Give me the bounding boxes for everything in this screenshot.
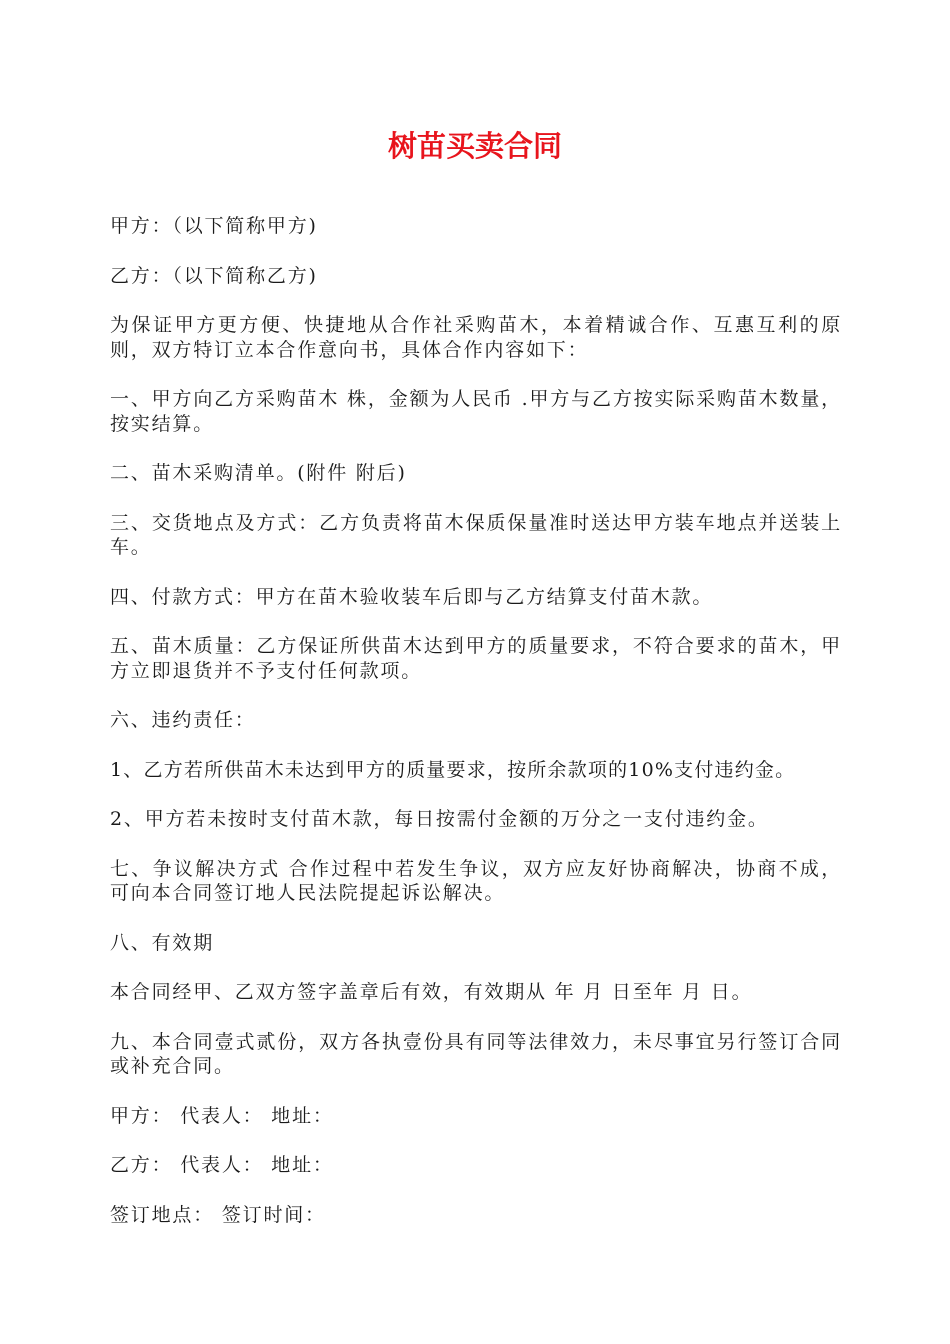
clause-2-list: 二、苗木采购清单。(附件 附后) [110, 462, 407, 484]
party-b-line: 乙方：（以下简称乙方) [110, 264, 318, 287]
liability-item-1: 1、乙方若所供苗木未达到甲方的质量要求，按所余款项的10%支付违约金。 [110, 758, 796, 781]
signature-party-a: 甲方： 代表人： 地址： [110, 1104, 334, 1127]
clause-4-payment: 四、付款方式：甲方在苗木验收装车后即与乙方结算支付苗木款。 [110, 585, 714, 608]
signing-place-time: 签订地点： 签订时间： [110, 1203, 326, 1226]
clause-8-validity-heading: 八、有效期 [110, 931, 215, 954]
preamble-paragraph: 为保证甲方更方便、快捷地从合作社采购苗木，本着精诚合作、互惠互利的原则，双方特订立本合作意向书，具体合作内容如下： [110, 314, 842, 361]
clause-5-quality: 五、苗木质量：乙方保证所供苗木达到甲方的质量要求，不符合要求的苗木，甲方立即退货并不予支付任何款项。 [110, 635, 842, 682]
clause-1-purchase: 一、甲方向乙方采购苗木 株，金额为人民币 .甲方与乙方按实际采购苗木数量，按实结算。 [110, 388, 842, 435]
clause-9-copies: 九、本合同壹式贰份，双方各执壹份具有同等法律效力，未尽事宜另行签订合同或补充合同。 [110, 1030, 842, 1077]
signature-party-b: 乙方： 代表人： 地址： [110, 1154, 334, 1176]
liability-item-2: 2、甲方若未按时支付苗木款，每日按需付金额的万分之一支付违约金。 [110, 808, 769, 830]
document-body [110, 214, 842, 1252]
document-title: 树苗买卖合同 [387, 129, 562, 163]
validity-period-line: 本合同经甲、乙双方签字盖章后有效，有效期从 年 月 日至年 月 日。 [110, 981, 753, 1003]
clause-7-dispute: 七、争议解决方式 合作过程中若发生争议，双方应友好协商解决，协商不成，可向本合同签订地人民法院提起诉讼解决。 [110, 857, 842, 904]
clause-6-liability-heading: 六、违约责任： [110, 709, 256, 731]
clause-3-delivery: 三、交货地点及方式：乙方负责将苗木保质保量准时送达甲方装车地点并送装上车。 [110, 511, 842, 558]
party-a-line: 甲方：（以下简称甲方) [110, 215, 318, 237]
